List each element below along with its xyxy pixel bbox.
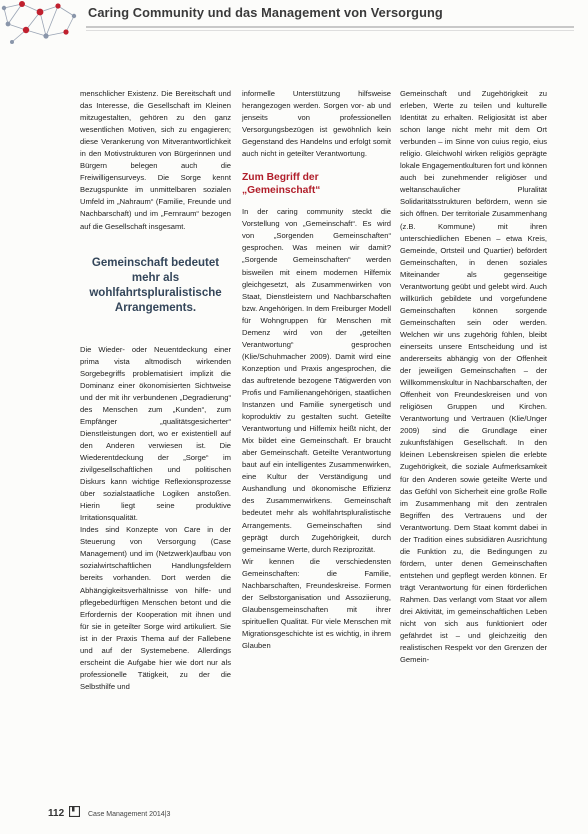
pull-quote: Gemeinschaft bedeutet mehr als wohlfahrtspluralistische Arrangements. xyxy=(89,256,222,314)
body-paragraph: Indes sind Konzepte von Care in der Steuerung von Versorgung (Case Management) und im (Netzwerk)aufbau von sozialwirtschaftlichen Handlungsfeldern bereits vorhanden. Dort werden die Abhängigkeitsverhältnisse von hilfe- und pflegebedürftigen Menschen betont und die Erfordernis der Kooperation mit ihnen und für sie in geteilter Sorge wird artikuliert. Sie ist in der Praxis Thema auf der Fallebene und auf der Systemebene. Allerdings erscheint die Aufgabe hier wie dort nur als professionelle Tätigkeit, zu der die Selbsthilfe und xyxy=(80,525,231,691)
network-logo-icon xyxy=(0,0,80,46)
running-header-title: Caring Community und das Management von Versorgung xyxy=(88,5,443,20)
body-paragraph: Gemeinschaft und Zugehörigkeit zu erleben, Werte zu teilen und kulturelle Identität zu erhalten. Religiosität ist aber schon lange nicht mehr mit dem Ort verbunden – im Sinne von cuius regio, eius religio. Gleichwohl wirken religiös geprägte lokale Engagementkulturen fort und können auch bei zunehmender religiöser und weltanschaulicher Pluralität Solidaritätsstrukturen befördern, wenn sie sich öffnen. Der territoriale Zusammenhang (z.B. Kommune) mit ihren unterschiedlichen Ebenen – etwa Kreis, Gemeinde, Ortsteil und Quartier) befördert Gemeinschaften, in denen soziales Miteinander als gegenseitige Verantwortung geübt und gelebt wird. Auch willkürlich gebildete und vorgefundene Gemeinschaften können sorgende Gemeinschaften sein oder werden. Welchen wir uns zugehörig fühlen, bleibt einerseits unsere Entscheidung und ist andererseits abhängig von der Offenheit der jeweiligen Gemeinschaften – der Willkommenskultur in Nachbarschaften, der Offenheit von Freundeskreisen und von religiösen Gruppen und Kirchen. Verantwortung und Vertrauen (Klie/Unger 2009) sind die Grundlage einer zukunftsfähigen Gesellschaft. In den kleinen Lebenskreisen spielen die erlebte Zugehörigkeit, die soziale Aufmerksamkeit für den Anderen sowie geteilte Werte und das Gefühl von Sicherheit eine große Rolle im Zusammenhang mit den zentralen Begriffen des Vertrauens und der Verantwortung. Dem Staat kommt dabei in der Tradition eines subsidiären Ausrichtung die Funktion zu, die Bedingungen zu fördern, unter denen Gemeinschaften entstehen und gepflegt werden können. Er trägt Verantwortung für einen förderlichen Rahmen. Das verlangt vom Staat vor allem drei Aktivität, im gemeinschaftlichen Leben nicht von sich aus funktioniert oder gefährdet ist – und gleichzeitig den realistischen Respekt vor den Grenzen der Gemein- xyxy=(400,89,547,665)
text-column-2 xyxy=(242,88,391,652)
body-paragraph: In der caring community steckt die Vorstellung von „Gemeinschaft“. Es wird von „Sorgenden Gemeinschaften“ gesprochen. Was meinen wir damit? „Sorgende Gemeinschaften“ werden bisweilen mit einem modernen Hilfemix gleichgesetzt, als Zusammenwirken von Staat, Dienstleistern und Nachbarschaften bzw. Angehörigen. In dem Freiburger Modell für Wohngruppen für Menschen mit Demenz wird von der „geteilten Verantwortung“ gesprochen (Klie/Schuhmacher 2009). Damit wird eine Konzeption und Praxis angesprochen, die das auftretende bezogene Tätigwerden von Profis und Familienangehörigen, staatlichen Instanzen und Familie synergetisch und koproduktiv zu gestalten sucht. Geteilte Verantwortung und Hilfemix heißt nicht, der Mix bildet eine Gemeinschaft. Er braucht aber Gemeinschaft. Geteilte Verantwortung baut auf ein intelligentes Zusammenwirken, eine Kultur der Verständigung und Aushandlung und ökonomische Effizienz des Zusammenwirkens. Gemeinschaft bedeutet mehr als wohlfahrtspluralistische Arrangements. Gemeinschaften sind geprägt durch Zugehörigkeit, durch gemeinsame Werte, durch Reziprozität. xyxy=(242,207,392,554)
journal-logo-icon xyxy=(69,806,80,817)
body-paragraph: Die Wieder- oder Neuentdeckung einer prima vista altmodisch wirkenden Sorgebegriffs problematisiert implizit die Dominanz einer ökonomisierten Sichtweise und der mit ihr verbundenen „Degradierung“ des Menschen zum „Kunden“, zum Empfänger „qualitätsgesicherter“ Dienstleistungen dort, wo er existentiell auf den Anderen verwiesen ist. Die Wiederentdeckung der „Sorge“ im zivilgesellschaftlichen und politischen Diskurs kann wichtige Reflexionsprozesse über sozialstaatliche Logiken anstoßen. Hierin liegt seine produktive Irritationsqualität. xyxy=(80,344,231,523)
body-paragraph: Wir kennen die verschiedensten Gemeinschaften: die Familie, Nachbarschaften, Freundeskreise. Formen der Selbstorganisation und Assoziierung, Glaubensgemeinschaften mit ihrer spirituellen Qualität. Für viele Menschen mit Migrationsgeschichte ist es wichtig, in ihrem Glauben xyxy=(242,556,391,650)
body-paragraph: informelle Unterstützung hilfsweise herangezogen werden. Sorgen vor- ab und jenseits von professionellen Versorgungsbezügen ist gewöhnlich kein Gegenstand des Handelns und erfolgt somit auch nicht in geteilter Verantwortung. xyxy=(242,89,391,159)
body-paragraph: menschlicher Existenz. Die Bereitschaft und das Interesse, die Gesellschaft im Kleinen mitzugestalten, gehören zu den ganz wesentlichen Motiven, sich zu engagieren; diese Verankerung von Mitverantwortlichkeit in den Motivstrukturen von Bürgerinnen und Bürgern belegen auch die Freiwilligensurveys. Die Sorge kennt Bezugspunkte im unmittelbaren sozialen Umfeld im „Nahraum“ (Familie, Freunde und Nachbarschaft) und im „Fernraum“ bezogen auf die Gesellschaft insgesamt. xyxy=(80,89,231,231)
journal-citation: Case Management 2014|3 xyxy=(88,811,171,818)
section-heading: Zum Begriff der „Gemeinschaft“ xyxy=(242,172,321,196)
page-number: 112 xyxy=(48,808,65,819)
header-rule xyxy=(86,26,574,28)
text-column-3 xyxy=(400,88,547,666)
header-rule-thin xyxy=(86,30,574,31)
text-column-1 xyxy=(80,88,231,693)
